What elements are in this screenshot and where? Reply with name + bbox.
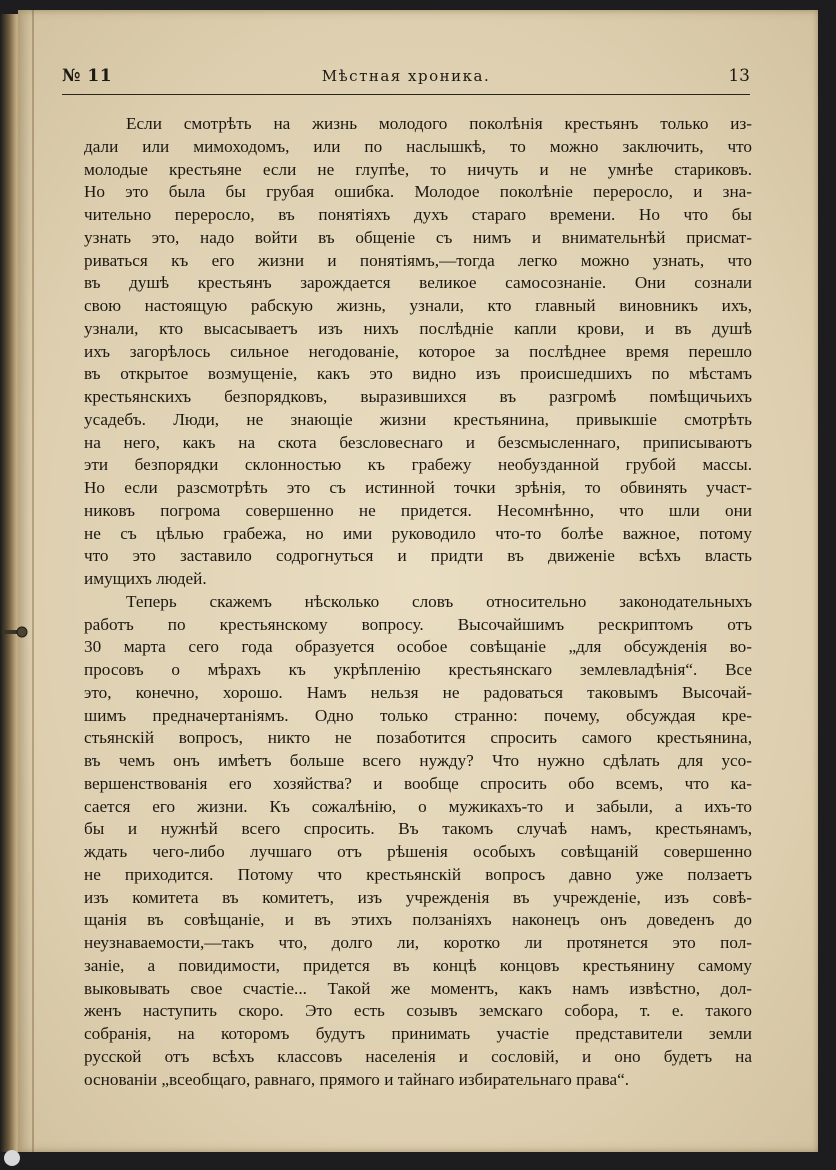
text-line: просовъ о мѣрахъ къ укрѣпленію крестьянскаго землевладѣнія“. Все — [84, 660, 752, 679]
text-line: дали или мимоходомъ, или по наслышкѣ, то можно заключить, что — [84, 136, 752, 156]
text-line: въ чемъ онъ имѣетъ больше всего нужду? Что нужно сдѣлать для усо- — [84, 751, 752, 770]
text-line: шимъ предначертаніямъ. Одно только странно: почему, обсуждая кре- — [84, 705, 752, 725]
text-line: не съ цѣлью грабежа, но ими руководило что-то болѣе важное, потому — [84, 523, 752, 543]
text-line: бы и нужнѣй всего спросить. Въ такомъ случаѣ намъ, крестьянамъ, — [84, 819, 752, 839]
text-line: это, конечно, хорошо. Намъ нельзя не радоваться таковымъ Высочай- — [84, 682, 752, 702]
text-line: заніе, а повидимости, придется въ концѣ концовъ крестьянину самому — [84, 955, 752, 975]
text-line: изъ комитета въ комитетъ, изъ учрежденія въ учрежденіе, изъ совѣ- — [84, 887, 752, 907]
text-line: собранія, на которомъ будутъ принимать участіе представители земли — [84, 1024, 752, 1043]
text-line: 30 марта сего года образуется особое совѣщаніе „для обсужденія во- — [84, 637, 752, 657]
text-line: Но если разсмотрѣть это съ истинной точки зрѣнія, то обвинять участ- — [84, 478, 752, 497]
text-line: русской отъ всѣхъ классовъ населенія и сословій, и оно будетъ на — [84, 1046, 752, 1066]
text-line: на него, какъ на скота безсловеснаго и безсмысленнаго, приписываютъ — [84, 432, 752, 452]
text-line: никовъ погрома совершенно не придется. Несомнѣнно, что шли они — [84, 500, 752, 520]
text-line: имущихъ людей. — [84, 569, 207, 588]
text-line: риваться къ его жизни и понятіямъ,—тогда легко можно узнать, что — [84, 250, 752, 270]
text-line: сается его жизни. Къ сожалѣнію, о мужикахъ-то и забыли, а ихъ-то — [84, 796, 752, 816]
text-line: усадебъ. Люди, не знающіе жизни крестьянина, привыкшіе смотрѣть — [84, 409, 752, 429]
text-line: Если смотрѣть на жизнь молодого поколѣнія крестьянъ только из- — [126, 114, 752, 133]
text-line: выковывать свое счастіе... Такой же моментъ, какъ намъ извѣстно, дол- — [84, 978, 752, 998]
text-line: Теперь скажемъ нѣсколько словъ относительно законодательныхъ — [126, 591, 752, 611]
scan-corner-marker — [4, 1150, 20, 1166]
binding-pin-icon — [2, 624, 30, 640]
text-line: въ душѣ крестьянъ зарождается великое самосознаніе. Они сознали — [84, 273, 752, 293]
text-line: Но это была бы грубая ошибка. Молодое поколѣніе переросло, и зна- — [84, 182, 752, 202]
text-line: въ открытое возмущеніе, какъ это видно изъ происшедшихъ по мѣстамъ — [84, 364, 752, 384]
text-line: работъ по крестьянскому вопросу. Высочайшимъ рескриптомъ отъ — [84, 614, 752, 634]
text-line: неузнаваемости,—такъ что, долго ли, коротко ли протянется это пол- — [84, 933, 752, 952]
text-line: узнали, кто высасываетъ изъ нихъ послѣдніе капли крови, и въ душѣ — [84, 318, 752, 338]
text-line: щанія въ совѣщаніе, и въ этихъ ползаніяхъ наконецъ онъ доведенъ до — [84, 910, 752, 930]
text-line: молодые крестьяне если не глупѣе, то ничуть и не умнѣе стариковъ. — [84, 159, 752, 179]
text-line: вершенствованія его хозяйства? и вообще спросить обо всемъ, что ка- — [84, 773, 752, 793]
text-line: не приходится. Потому что крестьянскій вопросъ давно уже ползаетъ — [84, 864, 752, 884]
binding-gutter — [32, 10, 34, 1152]
text-line: стьянскій вопросъ, никто не позаботится спросить самого крестьянина, — [84, 728, 752, 748]
text-line: свою настоящую рабскую жизнь, узнали, кто главный виновникъ ихъ, — [84, 296, 752, 315]
text-line: что это заставило содрогнуться и придти въ движеніе всѣхъ власть — [84, 546, 752, 566]
section-title: Мѣстная хроника. — [321, 67, 491, 85]
issue-number: № 11 — [62, 66, 113, 86]
text-line: ждать чего-либо лучшаго отъ рѣшенія особыхъ совѣщаній совершенно — [84, 842, 752, 861]
text-line: узнать это, надо войти въ общеніе съ нимъ и внимательнѣй присмат- — [84, 227, 752, 247]
page-number: 13 — [728, 66, 750, 86]
text-line: крестьянскихъ безпорядковъ, выразившихся въ разгромѣ помѣщичьихъ — [84, 387, 752, 406]
running-header — [62, 58, 750, 88]
text-line: основаніи „всеобщаго, равнаго, прямого и тайнаго избирательнаго права“. — [84, 1069, 630, 1089]
text-line: ихъ загорѣлось сильное негодованіе, которое за послѣднее время перешло — [84, 341, 752, 361]
text-line: чительно переросло, въ понятіяхъ духъ стараго времени. Но что бы — [84, 205, 752, 224]
header-rule — [62, 94, 750, 95]
text-line: эти безпорядки склонностью къ грабежу необузданной грубой массы. — [84, 455, 752, 475]
text-line: женъ наступить скоро. Это есть созывъ земскаго собора, т. е. такого — [84, 1001, 752, 1021]
article-body — [84, 113, 752, 1091]
